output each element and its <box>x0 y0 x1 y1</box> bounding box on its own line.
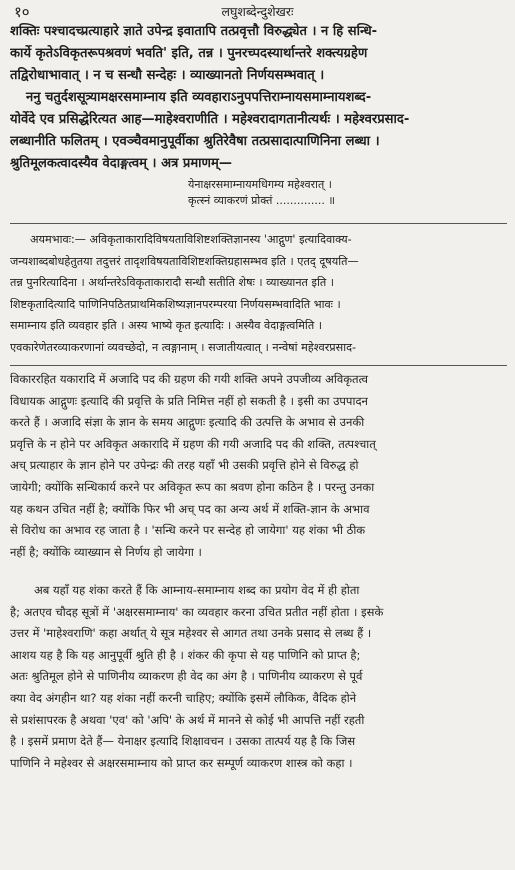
hindi-line: प्रवृत्ति के न होने पर अविकृत अकारादि में ग्रहण की गयी अजादि पद की शक्ति, तत्पश्चात् <box>10 436 376 451</box>
hindi-line: अच् प्रत्याहार के ज्ञान होने पर उपेन्द्रः की तरह यहाँ भी उसकी प्रवृत्ति होने से विरुद्ध हो <box>10 458 359 473</box>
hindi-line: से विरोध का अभाव रह जाता है । 'सन्धि करने पर सन्देह हो जायेगा' यह शंका भी ठीक <box>10 523 366 538</box>
page-header <box>0 0 515 22</box>
verse-quote <box>10 177 507 209</box>
mula-line: श्रुतिमूलकत्वादस्यैव वेदाङ्गत्वम् । अत्र प्रमाणम्— <box>10 156 232 171</box>
hindi-line: क्या वेद अंगहीन था? यह शंका नहीं करनी चाहिए; क्योंकि इसमें लौकिक, वैदिक होने <box>10 690 357 705</box>
commentary-line: जन्यशाब्दबोधहेतुतया तदुत्तरं तादृशविषयताविशिष्टशक्तिग्रहासम्भव इति । एतद् दूषयति— <box>10 254 359 268</box>
verse-line: कृत्स्नं व्याकरणं प्रोक्तं .............. ॥ <box>188 194 335 207</box>
mula-line: तद्विरोधाभावात् । न च सन्धौ सन्देहः । व्याख्यानतो निर्णयसम्भवात् । <box>10 68 325 83</box>
mula-line: लब्धानीति फलितम् । एवञ्चैवमानुपूर्वीका श्रुतिरेवैषा तत्प्रसादात्पाणिनिना लब्धा । <box>10 134 380 149</box>
hindi-line: अब यहाँ यह शंका करते हैं कि आम्नाय-समाम्नाय शब्द का प्रयोग वेद में ही होता <box>34 583 360 597</box>
commentary-line: एवकारेणेतरव्याकरणानां व्यवच्छेदो, न त्वङ्गानाम् । सजातीयत्वात् । नन्वेषां महेश्वरप्रसाद- <box>10 340 357 354</box>
commentary-line: तन्न पुनरित्यादिना । अर्थान्तरेऽविकृताकारादौ सन्धौ सतीति शेषः । व्याख्यानत इति । <box>10 276 335 290</box>
commentary-line: अयमभावः:— अविकृताकारादिविषयताविशिष्टशक्तिज्ञानस्य 'आद्गुण' इत्यादिवाक्य- <box>30 233 352 246</box>
hindi-line: है; अतएव चौदह सूत्रों में 'अक्षरसमाम्नाय' का व्यवहार करना उचित प्रतीत नहीं होता । इसके <box>10 604 384 619</box>
hindi-line: अतः श्रुतिमूल होने से पाणिनीय व्याकरण ही वेद का अंग है । पाणिनीय व्याकरण से पूर्व <box>10 669 363 684</box>
hindi-line: से प्रशंसापरक है अथवा 'एव' को 'अपि' के अर्थ में मानने से कोई भी आपत्ति नहीं रहती <box>10 712 365 727</box>
mula-line: योर्वेदे एव प्रसिद्धेरित्यत आह—माहेश्वराणीति । महेश्वरादागतानीत्यर्थः । महेश्वरप्रसाद- <box>10 112 410 127</box>
hindi-line: जायेगी; क्योंकि सन्धिकार्य करने पर अविकृत रूप का श्रवण होना कठिन है । परन्तु उनका <box>10 479 375 494</box>
sanskrit-commentary <box>10 229 507 359</box>
section-divider <box>10 365 507 366</box>
hindi-line: है । इसमें प्रमाण देते हैं— येनाक्षर इत्यादि शिक्षावचन । उसका तात्पर्य यह है कि जिस <box>10 734 356 749</box>
hindi-line: नहीं है; क्योंकि व्याख्यान से निर्णय हो जायेगा । <box>10 544 202 559</box>
verse-line: येनाक्षरसमाम्नायमधिगम्य महेश्वरात् । <box>188 178 332 191</box>
hindi-line: पाणिनि ने महेश्वर से अक्षरसमाम्नाय को प्राप्त कर सम्पूर्ण व्याकरण शास्त्र को कहा । <box>10 755 353 770</box>
mula-line: ननु चतुर्दशसूत्र्यामक्षरसमाम्नाय इति व्यवहाराऽनुपपत्तिराम्नायसमाम्नायशब्द- <box>26 90 372 105</box>
hindi-line: उत्तर में 'माहेश्वराणि' कहा अर्थात् ये सूत्र महेश्वर से आगत तथा उनके प्रसाद से लब्ध हैं । <box>10 626 372 641</box>
commentary-line: शिष्टकृतादित्यादि पाणिनिपठितप्राथमिकशिष्यज्ञानपरम्परया निर्णयसम्भवादिति भावः । <box>10 297 341 311</box>
hindi-line: यह कथन उचित नहीं है; क्योंकि फिर भी अच् पद का अन्य अर्थ में शक्ति-ज्ञान के अभाव <box>10 501 370 516</box>
running-title: लघुशब्देन्दुशेखरः <box>221 4 294 19</box>
mula-line: शक्तिः पश्चादच्प्रत्याहारे ज्ञाते उपेन्द्र इवातापि तत्प्रवृत्तौ विरुद्ध्येत । न हि सन्धि- <box>10 24 378 39</box>
section-divider <box>10 223 507 224</box>
hindi-line: करते हैं । अजादि संज्ञा के ज्ञान के समय आद्गुणः इत्यादि की उत्पत्ति के अभाव से उनकी <box>10 415 365 430</box>
hindi-line: आशय यह है कि यह आनुपूर्वी श्रुति ही है । शंकर की कृपा से यह पाणिनि को प्राप्त है; <box>10 647 361 662</box>
hindi-translation <box>10 369 507 563</box>
hindi-translation <box>10 580 507 774</box>
mula-line: कार्ये कृतेऽविकृतरूपश्रवणं भवति' इति, तन्न । पुनरच्पदस्यार्थान्तरे शक्त्यग्रहेण <box>10 46 368 61</box>
commentary-line: समाम्नाय इति व्यवहार इति । अस्य भाष्ये कृत इत्यादिः । अस्यैव वेदाङ्गत्वमिति । <box>10 319 322 333</box>
hindi-line: विधायक आद्गुणः इत्यादि की प्रवृत्ति के प्रति निमित्त नहीं हो सकती है । इसी का उपपादन <box>10 393 368 408</box>
mula-text <box>10 21 507 175</box>
page-number: १० <box>14 3 30 21</box>
hindi-line: विकाररहित यकारादि में अजादि पद की ग्रहण की गयी शक्ति अपने उपजीव्य अविकृतत्व <box>10 372 369 386</box>
